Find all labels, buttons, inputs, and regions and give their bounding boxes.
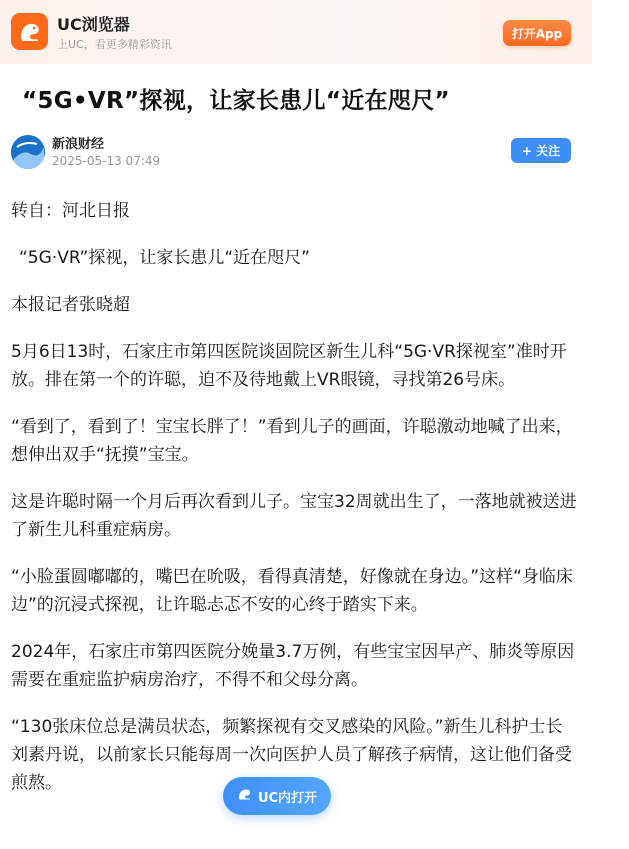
app-name: UC浏览器 [57, 15, 130, 34]
follow-button[interactable]: + 关注 [511, 138, 571, 163]
author-avatar[interactable] [11, 135, 45, 169]
article-paragraph: “130张床位总是满员状态，频繁探视有交叉感染的风险。”新生儿科护士长刘素丹说，以前家长只能每周一次向医护人员了解孩子病情，这让他们备受煎熬。 [11, 717, 572, 793]
uc-squirrel-logo-icon[interactable] [11, 13, 48, 50]
open-app-button[interactable]: 打开App [503, 20, 571, 46]
article-paragraph: 本报记者张晓超 [11, 295, 130, 315]
article-title: “5G•VR”探视，让家长患儿“近在咫尺” [22, 88, 450, 114]
open-in-uc-label: UC内打开 [257, 790, 318, 806]
uc-logo-icon [237, 786, 253, 806]
open-in-uc-button[interactable] [223, 777, 331, 815]
article-paragraph: 5月6日13时，石家庄市第四医院谈固院区新生儿科“5G·VR探视室”准时开放。排在第一个的许聪，迫不及待地戴上VR眼镜，寻找第26号床。 [11, 342, 567, 390]
app-tagline: 上UC，看更多精彩资讯 [57, 38, 172, 51]
author-name[interactable]: 新浪财经 [52, 137, 105, 152]
article-paragraph: “看到了，看到了！宝宝长胖了！”看到儿子的画面，许聪激动地喊了出来，想伸出双手“抚摸”宝宝。 [11, 417, 573, 465]
article-paragraph: 转自：河北日报 [11, 201, 130, 221]
article-paragraph: 2024年，石家庄市第四医院分娩量3.7万例，有些宝宝因早产、肺炎等原因需要在重症监护病房治疗，不得不和父母分离。 [11, 642, 575, 690]
article-body [11, 197, 577, 816]
uc-app-banner [0, 0, 592, 64]
article-paragraph: 这是许聪时隔一个月后再次看到儿子。宝宝32周就出生了，一落地就被送进了新生儿科重症病房。 [11, 492, 577, 540]
publish-date: 2025-05-13 07:49 [52, 154, 161, 168]
article-paragraph: “小脸蛋圆嘟嘟的，嘴巴在吮吸，看得真清楚，好像就在身边。”这样“身临床边”的沉浸式探视，让许聪忐忑不安的心终于踏实下来。 [11, 567, 573, 615]
article-paragraph: “5G·VR”探视，让家长患儿“近在咫尺” [19, 248, 310, 268]
